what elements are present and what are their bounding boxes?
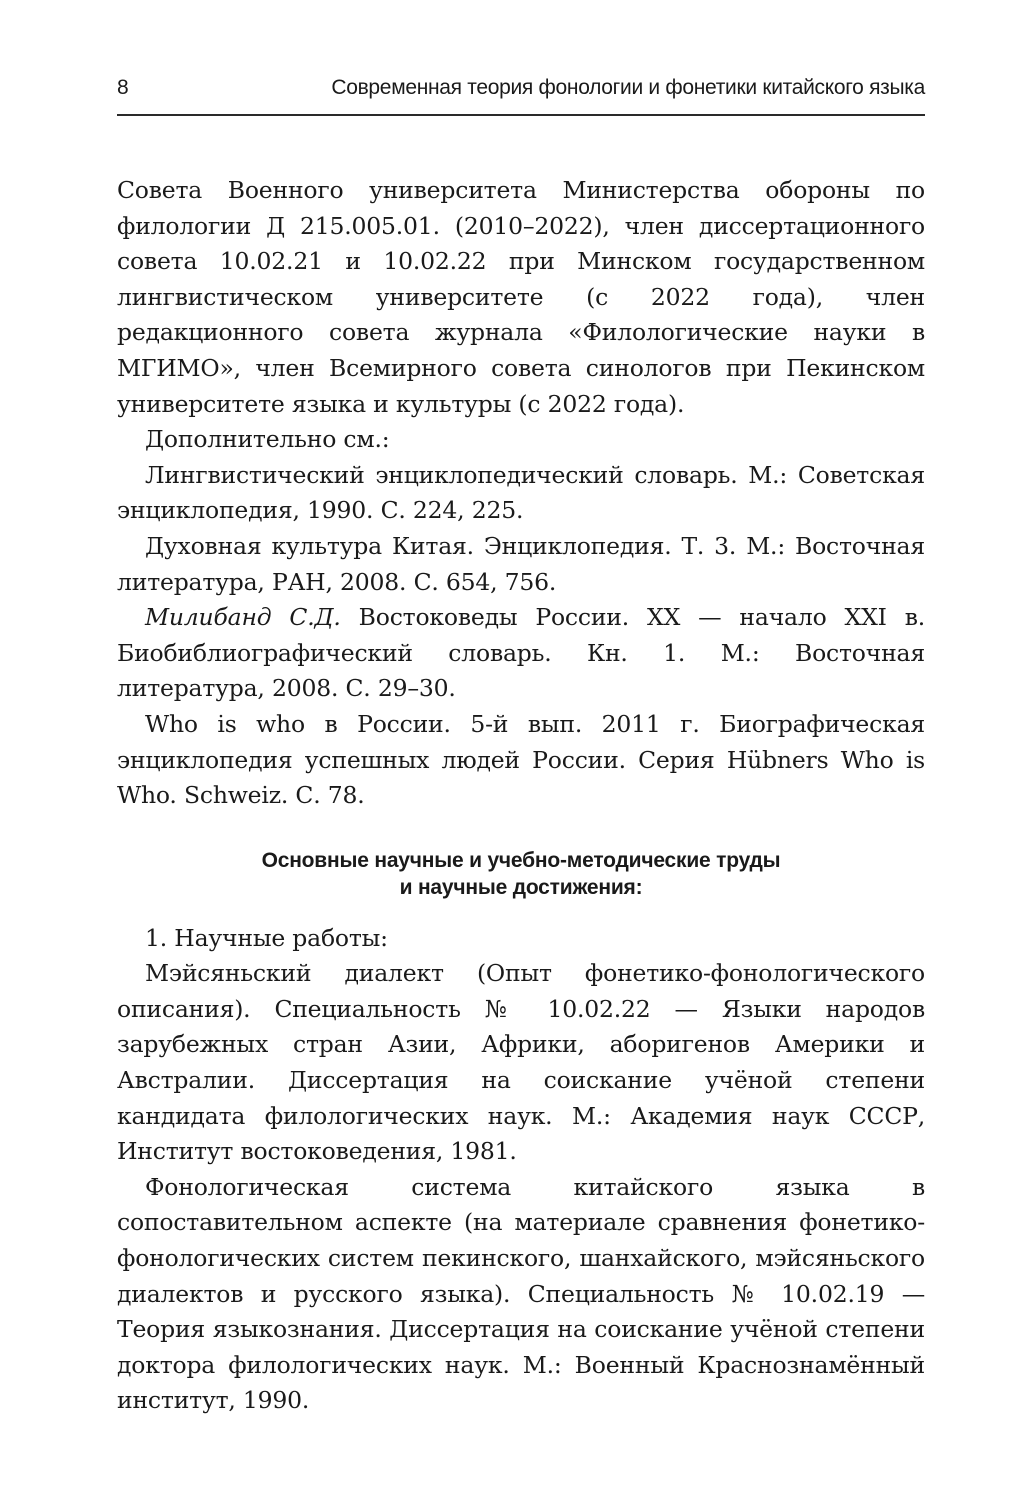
section-heading-line: и научные достижения: [399, 875, 643, 899]
section-heading-line: Основные научные и учебно-методические труды [261, 848, 781, 872]
work-item: Фонологическая система китайского языка в сопоставительном аспекте (на материале сравнения фонетико-фонологических систем пекинского, шанхайского, мэйсяньского диалектов и русского языка). Специальность № 10.02.19 — Теория языкознания. Диссертация на соискание учёной степени доктора филологических наук. М.: Военный Краснознамённый институт, 1990. [117, 1172, 925, 1415]
reference-item [117, 600, 925, 707]
running-header [117, 70, 925, 116]
subheading: 1. Научные работы: [145, 923, 388, 952]
work-item: Мэйсяньский диалект (Опыт фонетико-фонологического описания). Специальность № 10.02.22 — Языки народов зарубежных стран Азии, Африки, аборигенов Америки и Австралии. Диссертация на соискание учёной степени кандидата филологических наук. М.: Академия наук СССР, Институт востоковедения, 1981. [117, 959, 925, 1166]
section-heading [117, 847, 925, 901]
reference-item: Лингвистический энциклопедический словарь. М.: Советская энциклопедия, 1990. С. 224, 225. [117, 460, 925, 525]
reference-item: Духовная культура Китая. Энциклопедия. Т. 3. М.: Восточная литература, РАН, 2008. С. 654, 756. [117, 531, 925, 596]
page-number: 8 [117, 76, 129, 99]
reference-text: Востоковеды России. XX — начало XXI в. Биобиблиографический словарь. Кн. 1. М.: Восточная литература, 2008. С. 29–30. [117, 603, 925, 703]
reference-item: Who is who в России. 5-й вып. 2011 г. Биографическая энциклопедия успешных людей России. Серия Hübners Who is Who. Schweiz. С. 78. [117, 709, 925, 810]
paragraph-continuation: Совета Военного университета Министерства обороны по филологии Д 215.005.01. (2010–2022), член диссертационного совета 10.02.21 и 10.02.22 при Минском государственном лингвистическом университете (с 2022 года), член редакционного совета журнала «Филологические науки в МГИМО», член Всемирного совета синологов при Пекинском университете языка и культуры (с 2022 года). [117, 176, 925, 418]
reference-author: Милибанд С.Д. [145, 603, 341, 632]
paragraph-see-also: Дополнительно см.: [145, 425, 390, 454]
main-text [117, 173, 925, 1419]
running-title: Современная теория фонологии и фонетики китайского языка [331, 76, 925, 99]
